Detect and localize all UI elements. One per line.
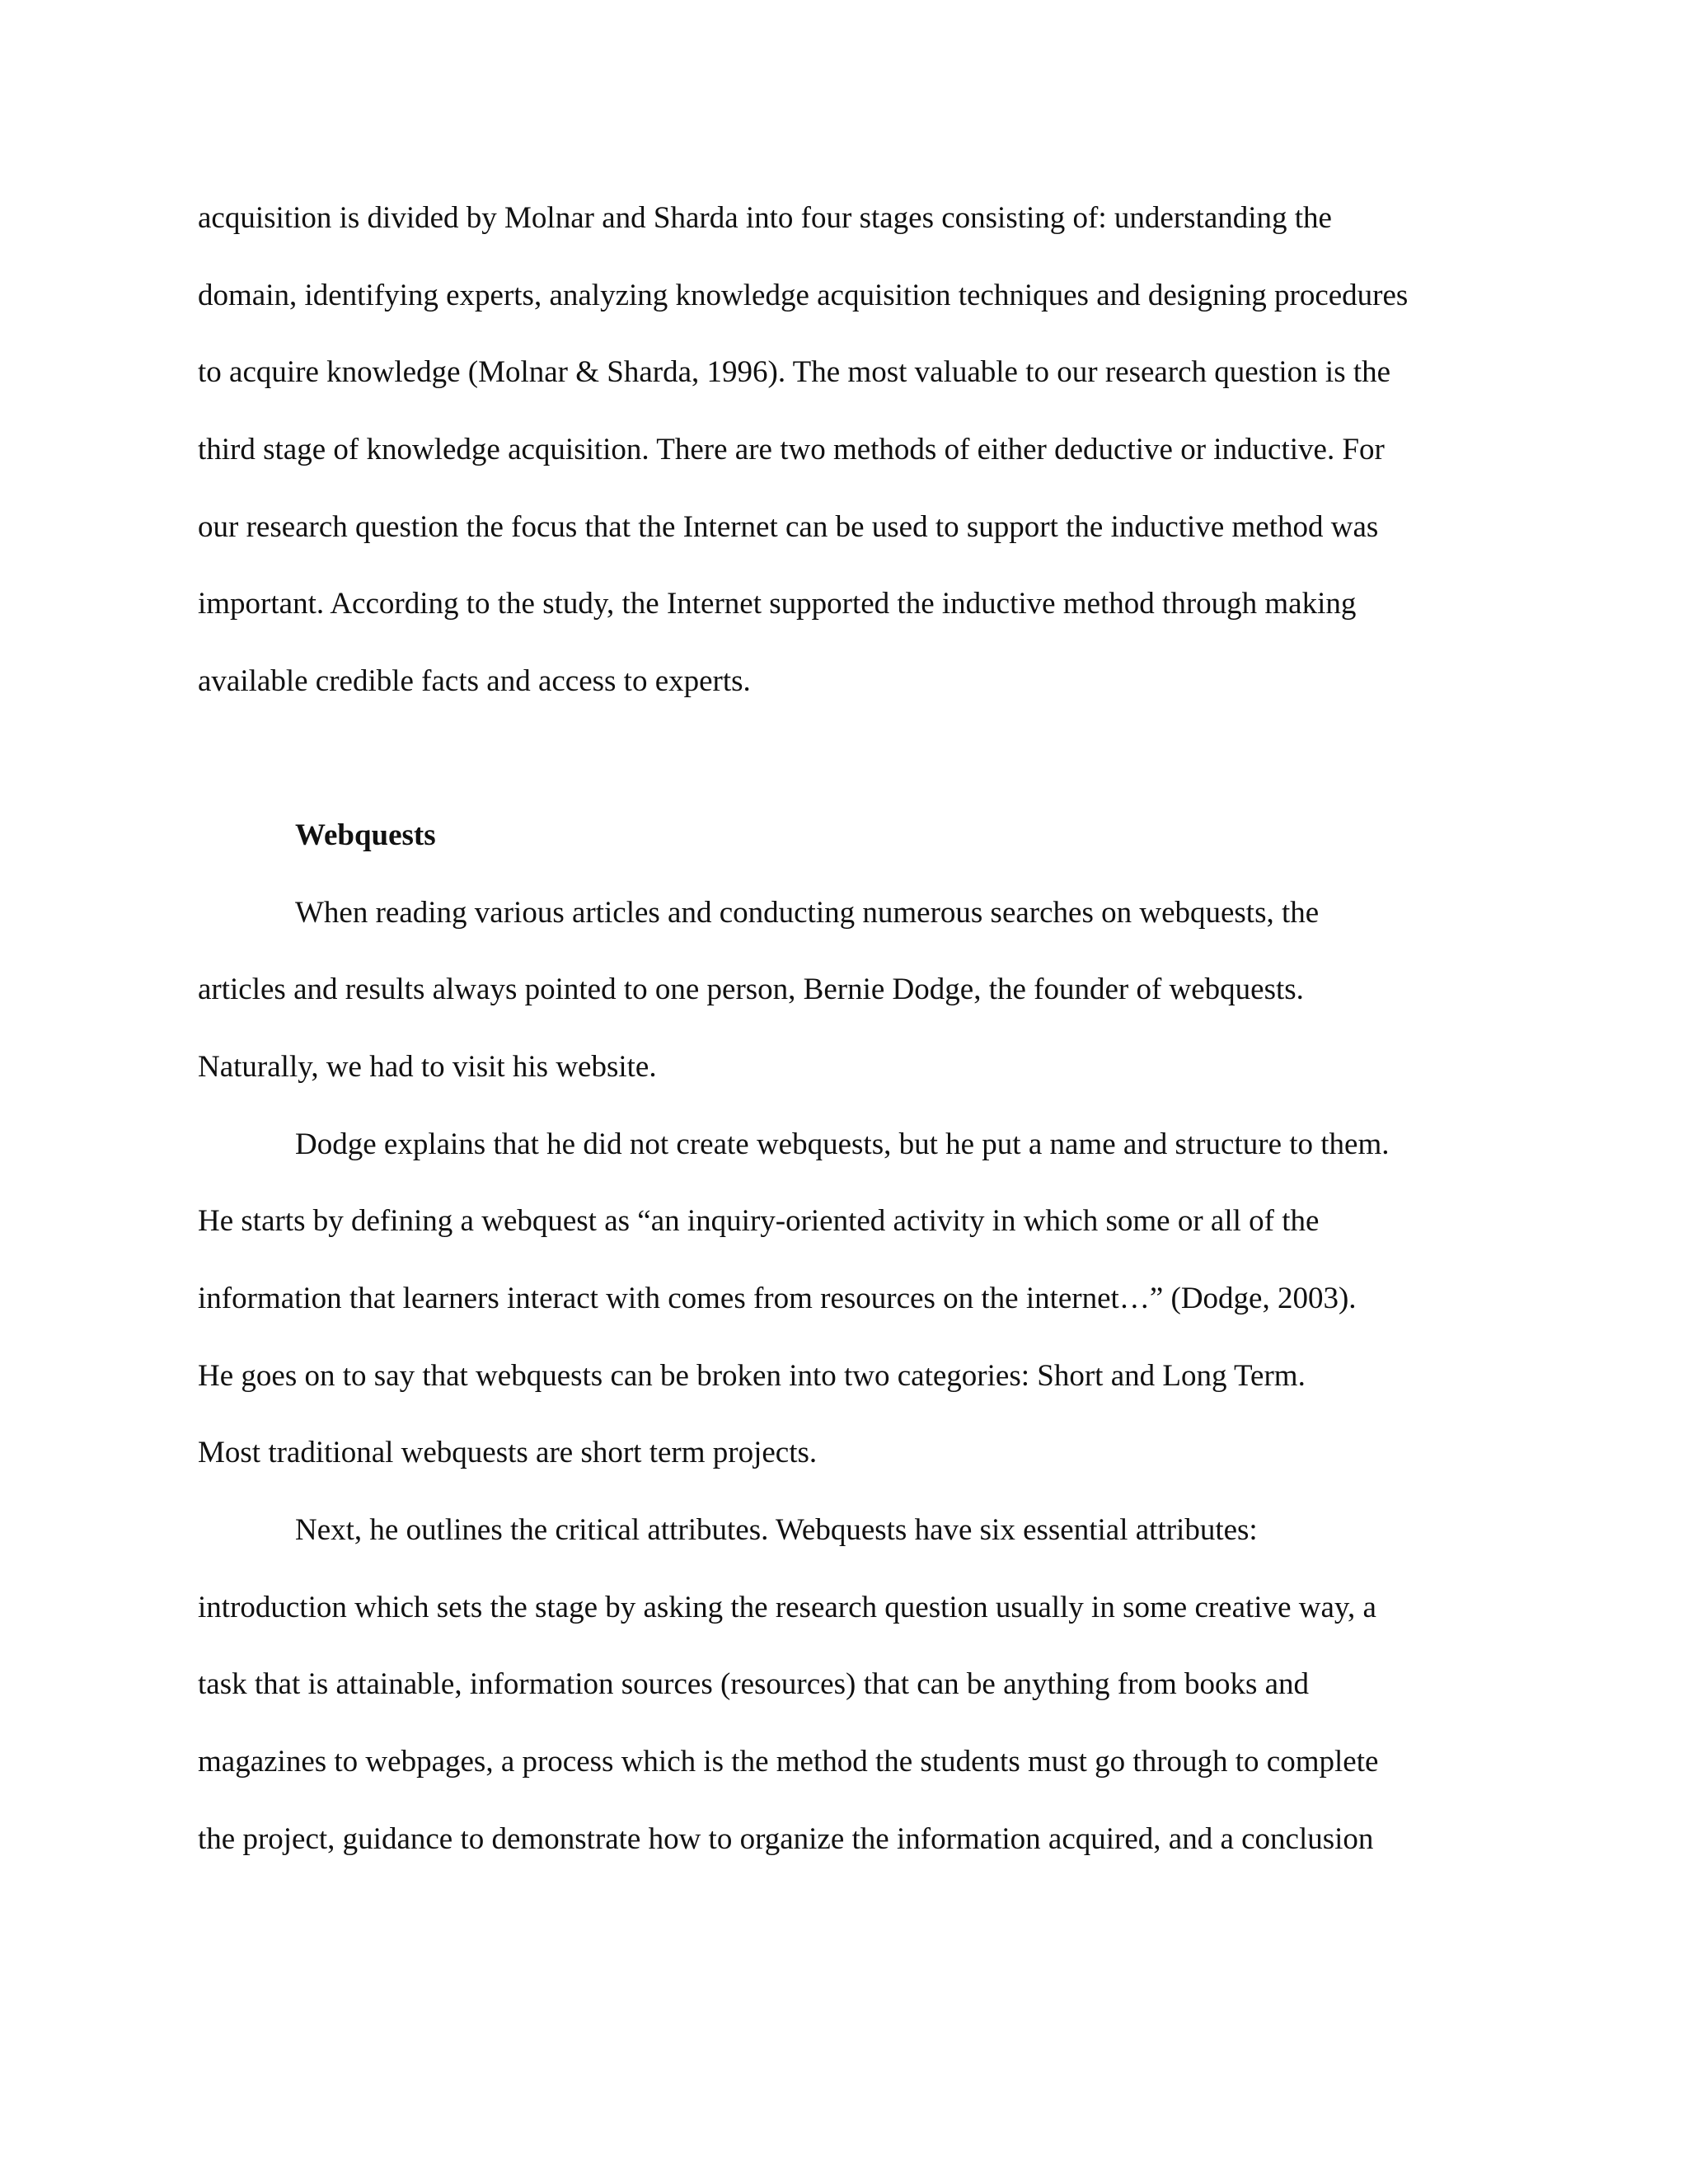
paragraph-1-line: available credible facts and access to experts. — [198, 664, 751, 698]
paragraph-1-line: our research question the focus that the Internet can be used to support the inductive method was — [198, 510, 1379, 544]
paragraph-3-line: He goes on to say that webquests can be broken into two categories: Short and Long Term. — [198, 1359, 1306, 1393]
paragraph-1-line: to acquire knowledge (Molnar & Sharda, 1996). The most valuable to our research question is the — [198, 355, 1391, 389]
paragraph-4-line: task that is attainable, information sources (resources) that can be anything from books and — [198, 1667, 1310, 1701]
paragraph-4-line: Next, he outlines the critical attributes. Webquests have six essential attributes: — [295, 1513, 1258, 1547]
paragraph-3-line: He starts by defining a webquest as “an inquiry-oriented activity in which some or all of the — [198, 1204, 1320, 1238]
paragraph-2-line: Naturally, we had to visit his website. — [198, 1050, 657, 1084]
section-heading: Webquests — [295, 818, 436, 852]
paragraph-1-line: third stage of knowledge acquisition. There are two methods of either deductive or inductive. For — [198, 433, 1385, 466]
paragraph-3-line: information that learners interact with comes from resources on the internet…” (Dodge, 2003). — [198, 1282, 1357, 1315]
paragraph-2-line: When reading various articles and conducting numerous searches on webquests, the — [295, 896, 1320, 930]
paragraph-1-line: domain, identifying experts, analyzing knowledge acquisition techniques and designing procedures — [198, 279, 1409, 312]
paragraph-3-line: Most traditional webquests are short term projects. — [198, 1436, 818, 1469]
paragraph-2-line: articles and results always pointed to one person, Bernie Dodge, the founder of webquests. — [198, 972, 1304, 1006]
paragraph-4-line: magazines to webpages, a process which is the method the students must go through to complete — [198, 1745, 1379, 1779]
paragraph-4-line: the project, guidance to demonstrate how to organize the information acquired, and a conclusion — [198, 1822, 1374, 1856]
paragraph-1-line: acquisition is divided by Molnar and Sharda into four stages consisting of: understanding the — [198, 201, 1332, 235]
paragraph-4-line: introduction which sets the stage by asking the research question usually in some creative way, a — [198, 1591, 1376, 1624]
paragraph-1-line: important. According to the study, the Internet supported the inductive method through making — [198, 587, 1357, 621]
paragraph-3-line: Dodge explains that he did not create webquests, but he put a name and structure to them. — [295, 1127, 1390, 1161]
